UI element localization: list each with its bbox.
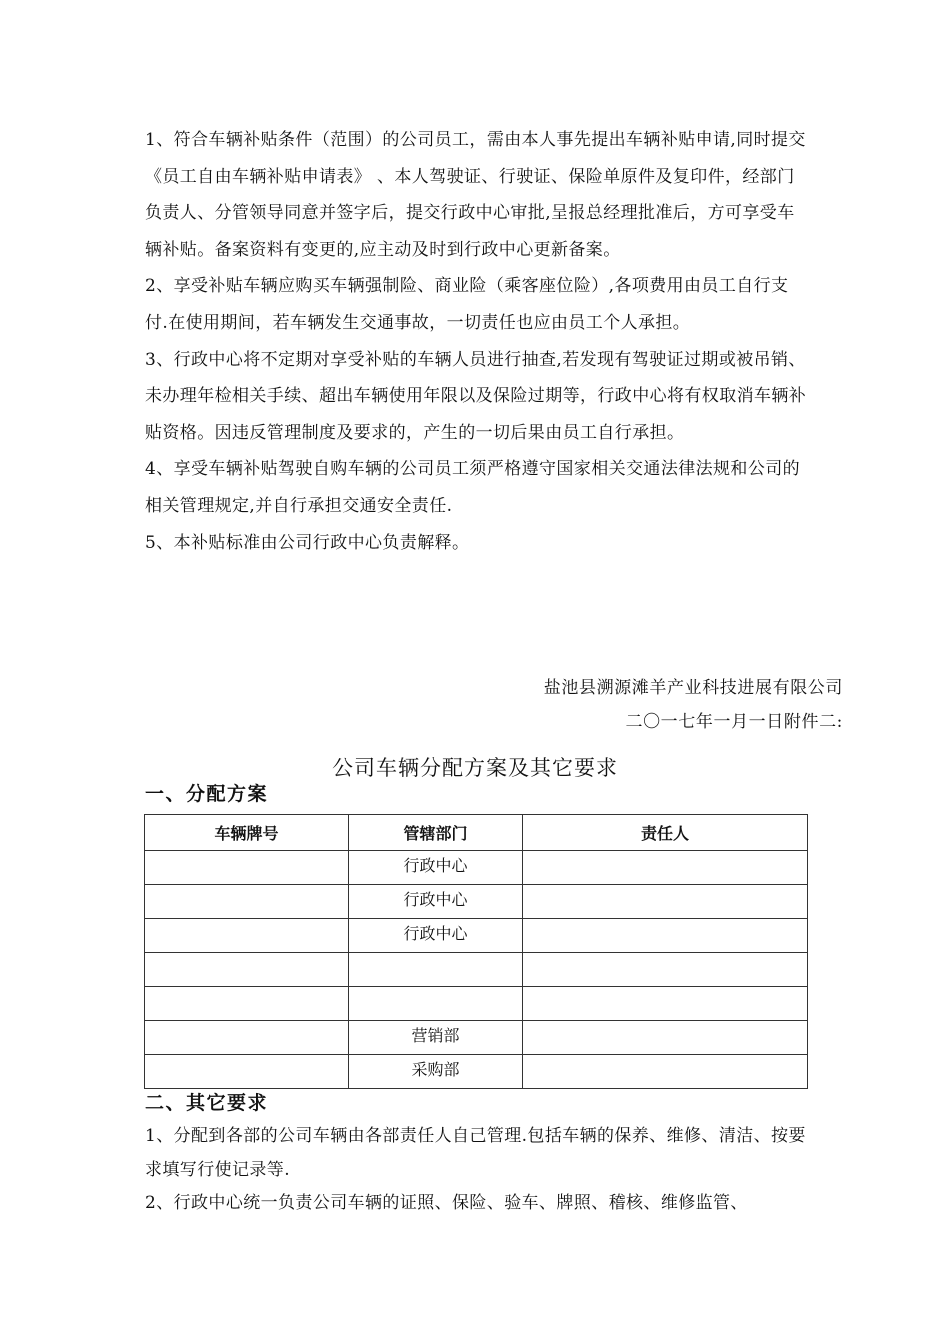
table-row — [145, 953, 808, 987]
header-department: 管辖部门 — [349, 815, 523, 851]
person-cell — [523, 851, 808, 885]
signature-date: 二〇一七年一月一日附件二: — [625, 712, 843, 732]
term-4: 4、享受车辆补贴驾驶自购车辆的公司员工须严格遵守国家相关交通法律法规和公司的相关管理规定,并自行承担交通安全责任. — [145, 459, 801, 516]
plate-cell — [145, 885, 349, 919]
department-cell — [349, 987, 523, 1021]
person-cell — [523, 1055, 808, 1089]
table-row — [145, 885, 808, 919]
header-responsible-person: 责任人 — [523, 815, 808, 851]
person-cell — [523, 885, 808, 919]
plate-cell — [145, 919, 349, 953]
department-cell: 采购部 — [349, 1055, 523, 1089]
term-3: 3、行政中心将不定期对享受补贴的车辆人员进行抽查,若发现有驾驶证过期或被吊销、未办理年检相关手续、超出车辆使用年限以及保险过期等，行政中心将有权取消车辆补贴资格。因违反管理制度及要求的，产生的一切后果由员工自行承担。 — [145, 349, 807, 443]
table-row — [145, 851, 808, 885]
term-2: 2、享受补贴车辆应购买车辆强制险、商业险（乘客座位险）,各项费用由员工自行支付.在使用期间，若车辆发生交通事故，一切责任也应由员工个人承担。 — [145, 276, 789, 333]
department-cell: 行政中心 — [349, 919, 523, 953]
plate-cell — [145, 1021, 349, 1055]
plate-cell — [145, 987, 349, 1021]
requirement-1: 1、分配到各部的公司车辆由各部责任人自己管理.包括车辆的保养、维修、清洁、按要求填写行使记录等. — [145, 1126, 806, 1180]
header-plate-number: 车辆牌号 — [145, 815, 349, 851]
table-row — [145, 987, 808, 1021]
department-cell: 行政中心 — [349, 885, 523, 919]
person-cell — [523, 953, 808, 987]
term-5: 5、本补贴标准由公司行政中心负责解释。 — [145, 532, 470, 553]
table-row — [145, 1021, 808, 1055]
section-heading-other-requirements: 二、其它要求 — [145, 1092, 269, 1114]
vehicle-allocation-table — [144, 814, 808, 1089]
person-cell — [523, 987, 808, 1021]
department-cell: 营销部 — [349, 1021, 523, 1055]
requirement-2: 2、行政中心统一负责公司车辆的证照、保险、验车、牌照、稽核、维修监管、 — [145, 1193, 748, 1213]
person-cell — [523, 919, 808, 953]
department-cell — [349, 953, 523, 987]
table-header-row — [145, 815, 808, 851]
plate-cell — [145, 953, 349, 987]
subsidy-terms — [145, 122, 810, 561]
company-signature: 盐池县溯源滩羊产业科技进展有限公司 — [543, 678, 843, 698]
document-title: 公司车辆分配方案及其它要求 — [332, 756, 618, 780]
section-heading-allocation: 一、分配方案 — [145, 783, 269, 805]
table-row — [145, 919, 808, 953]
person-cell — [523, 1021, 808, 1055]
plate-cell — [145, 1055, 349, 1089]
department-cell: 行政中心 — [349, 851, 523, 885]
other-requirements — [145, 1120, 810, 1221]
term-1: 1、符合车辆补贴条件（范围）的公司员工，需由本人事先提出车辆补贴申请,同时提交《员工自由车辆补贴申请表》 、本人驾驶证、行驶证、保险单原件及复印件，经部门负责人、分管领导同意并签字后，提交行政中心审批,呈报总经理批准后，方可享受车辆补贴。备案资料有变更的,应主动及时到行政中心更新备案。 — [145, 130, 806, 260]
table-row — [145, 1055, 808, 1089]
plate-cell — [145, 851, 349, 885]
